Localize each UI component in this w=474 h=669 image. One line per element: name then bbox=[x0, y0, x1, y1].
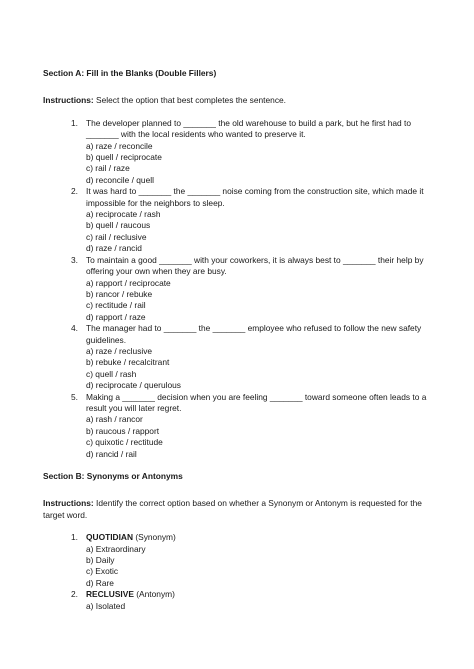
option-list bbox=[86, 601, 444, 612]
option: b) Daily bbox=[86, 555, 115, 566]
question-number: 3. bbox=[71, 254, 78, 265]
question-number: 2. bbox=[71, 186, 78, 197]
option: a) Extraordinary bbox=[86, 543, 146, 554]
question-a5 bbox=[43, 392, 444, 460]
question-a4 bbox=[43, 323, 444, 391]
option-list bbox=[86, 278, 444, 324]
target-word: RECLUSIVE bbox=[86, 589, 134, 600]
question-a3 bbox=[43, 255, 444, 323]
target-word: QUOTIDIAN bbox=[86, 532, 133, 543]
question-type: (Synonym) bbox=[133, 532, 176, 543]
option: c) rail / raze bbox=[86, 163, 130, 174]
question-text: It was hard to _______ the _______ noise coming from the construction site, which made it impossible for the neighbors to sleep. bbox=[86, 186, 424, 208]
section-b-instructions bbox=[43, 498, 444, 521]
question-number: 1. bbox=[71, 532, 78, 543]
option: a) reciprocate / rash bbox=[86, 209, 161, 220]
question-text: The developer planned to _______ the old warehouse to build a park, but he first had to _______ with the local residents who wanted to preserve it. bbox=[86, 117, 411, 140]
option: b) rebuke / recalcitrant bbox=[86, 357, 170, 368]
question-text: To maintain a good _______ with your coworkers, it is always best to _______ their help by offering your own when they are busy. bbox=[86, 254, 424, 277]
instructions-text: Identify the correct option based on whether a Synonym or Antonym is requested for the target word. bbox=[43, 498, 422, 520]
section-a-title: Section A: Fill in the Blanks (Double Fillers) bbox=[43, 68, 217, 78]
question-number: 5. bbox=[71, 391, 78, 402]
option-list bbox=[86, 414, 444, 460]
option: b) rancor / rebuke bbox=[86, 288, 153, 299]
section-a bbox=[0, 68, 474, 107]
option: c) rail / reclusive bbox=[86, 231, 147, 242]
question-text: Making a _______ decision when you are feeling _______ toward someone often leads to a result you will later regret. bbox=[86, 391, 427, 413]
question-b1 bbox=[43, 532, 444, 589]
option: a) rapport / reciprocate bbox=[86, 277, 171, 288]
question-b2 bbox=[43, 589, 444, 612]
instructions-label: Instructions: bbox=[43, 498, 94, 509]
option: a) raze / reclusive bbox=[86, 345, 153, 356]
section-b-questions bbox=[0, 532, 474, 612]
question-number: 4. bbox=[71, 323, 78, 334]
question-a1 bbox=[43, 118, 444, 186]
question-text bbox=[86, 532, 444, 543]
option: d) reconcile / quell bbox=[86, 174, 154, 185]
option: a) rash / rancor bbox=[86, 414, 143, 425]
option: b) raucous / rapport bbox=[86, 425, 160, 436]
section-b bbox=[0, 471, 474, 521]
instructions-label: Instructions: bbox=[43, 95, 94, 106]
option: c) quixotic / rectitude bbox=[86, 437, 163, 448]
section-a-questions bbox=[0, 118, 474, 460]
section-b-title: Section B: Synonyms or Antonyms bbox=[43, 471, 183, 481]
section-a-instructions bbox=[43, 95, 444, 106]
question-text bbox=[86, 589, 444, 600]
option-list bbox=[86, 346, 444, 392]
option: a) Isolated bbox=[86, 600, 126, 611]
option: d) Rare bbox=[86, 577, 114, 588]
option: b) quell / reciprocate bbox=[86, 152, 162, 163]
option: c) rectitude / rail bbox=[86, 300, 146, 311]
instructions-text: Select the option that best completes the sentence. bbox=[93, 95, 287, 106]
question-a2 bbox=[43, 186, 444, 254]
option: d) rapport / raze bbox=[86, 311, 146, 322]
option: a) raze / reconcile bbox=[86, 140, 153, 151]
option-list bbox=[86, 141, 444, 187]
question-number: 1. bbox=[71, 117, 78, 128]
question-type: (Antonym) bbox=[133, 589, 175, 600]
option: c) Exotic bbox=[86, 566, 119, 577]
option: d) reciprocate / querulous bbox=[86, 380, 181, 391]
option: d) raze / rancid bbox=[86, 243, 142, 254]
question-text: The manager had to _______ the _______ employee who refused to follow the new safety guidelines. bbox=[86, 323, 422, 345]
option: c) quell / rash bbox=[86, 368, 137, 379]
option: d) rancid / rail bbox=[86, 448, 137, 459]
option: b) quell / raucous bbox=[86, 220, 151, 231]
option-list bbox=[86, 209, 444, 255]
option-list bbox=[86, 544, 444, 590]
question-number: 2. bbox=[71, 589, 78, 600]
